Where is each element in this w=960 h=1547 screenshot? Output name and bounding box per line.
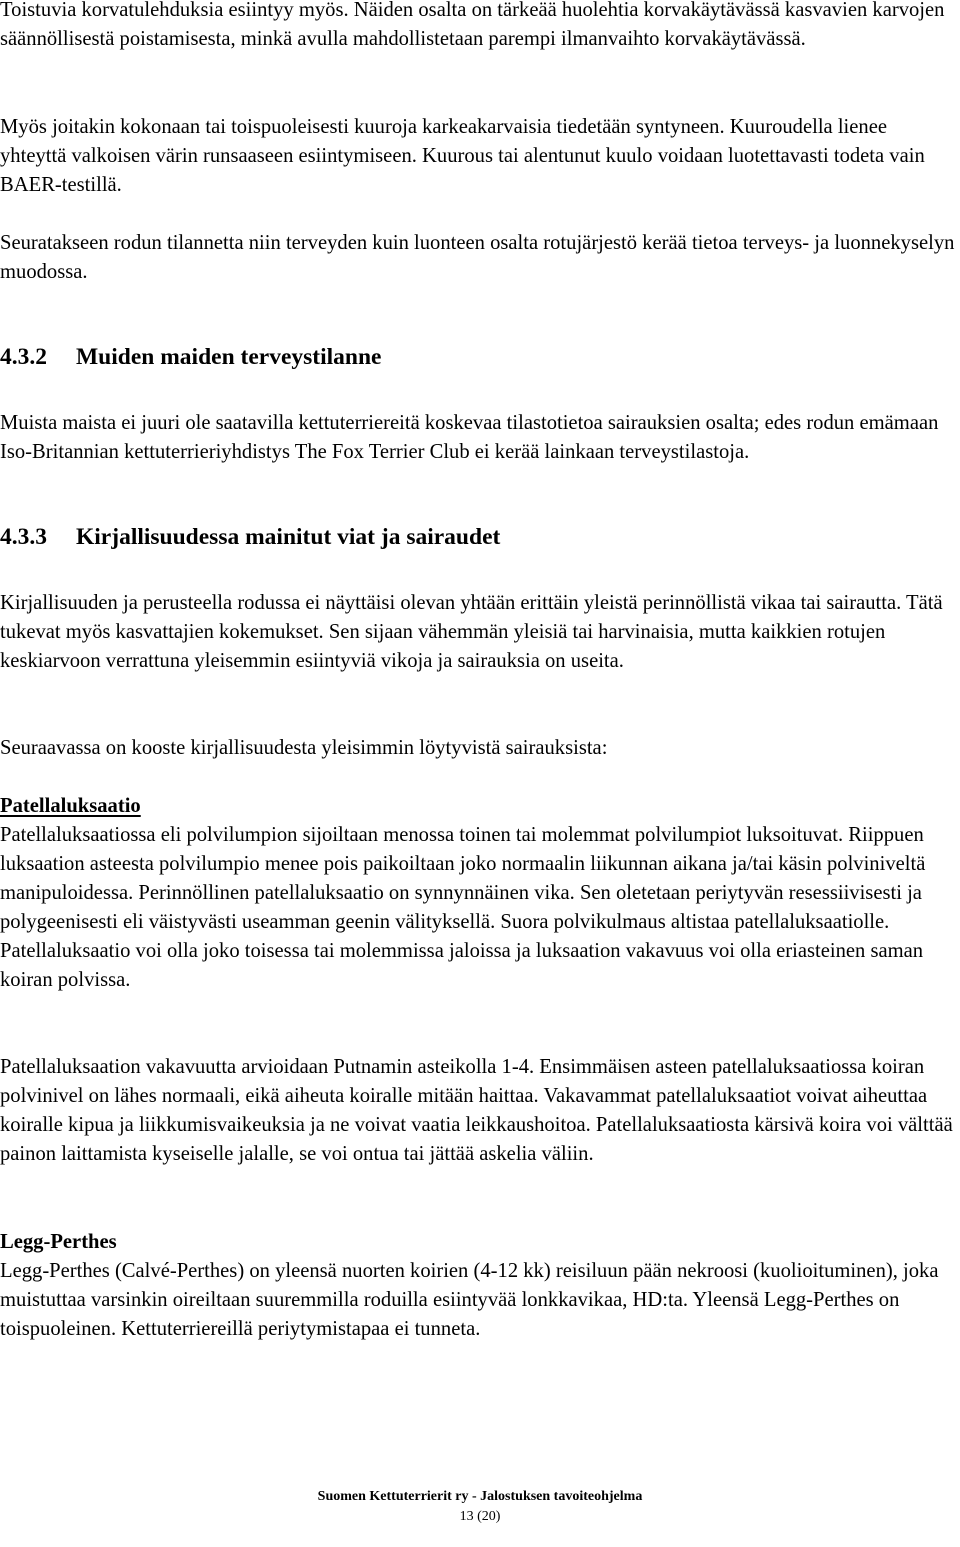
section-number: 4.3.3 bbox=[0, 524, 47, 550]
subheading-patellaluksaatio: Patellaluksaatio bbox=[0, 795, 141, 817]
section-title: Muiden maiden terveystilanne bbox=[76, 344, 382, 370]
section-heading-4-3-3 bbox=[0, 523, 500, 552]
paragraph-ear-infections: Toistuvia korvatulehduksia esiintyy myös. Näiden osalta on tärkeää huolehtia korvakäytävässä kasvavien karvojen säännöllisestä poistamisesta, minkä avulla mahdollistetaan parempi ilmanvaihto korvakäytävässä. bbox=[0, 0, 945, 50]
paragraph-other-countries: Muista maista ei juuri ole saatavilla kettuterriereitä koskevaa tilastotietoa sairauksien osalta; edes rodun emämaan Iso-Britannian kettuterrieriyhdistys The Fox Terrier Club ei kerää lainkaan terveystilastoja. bbox=[0, 412, 939, 463]
section-heading-4-3-2 bbox=[0, 343, 382, 372]
subheading-legg-perthes: Legg-Perthes bbox=[0, 1231, 117, 1253]
paragraph-health-survey: Seuratakseen rodun tilannetta niin terveyden kuin luonteen osalta rotujärjestö kerää tietoa terveys- ja luonnekyselyn muodossa. bbox=[0, 232, 955, 283]
section-title: Kirjallisuudessa mainitut viat ja sairaudet bbox=[76, 524, 501, 550]
paragraph-deafness: Myös joitakin kokonaan tai toispuoleisesti kuuroja karkeakarvaisia tiedetään syntyneen. Kuuroudella lienee yhteyttä valkoisen värin runsaaseen esiintymiseen. Kuurous tai alentunut kuulo voidaan luotettavasti todeta vain BAER-testillä. bbox=[0, 116, 925, 196]
footer-title: Suomen Kettuterrierit ry - Jalostuksen tavoiteohjelma bbox=[317, 1489, 643, 1504]
paragraph-summary-intro: Seuraavassa on kooste kirjallisuudesta yleisimmin löytyvistä sairauksista: bbox=[0, 737, 608, 759]
section-number: 4.3.2 bbox=[0, 344, 47, 370]
paragraph-putnam-scale: Patellaluksaation vakavuutta arvioidaan Putnamin asteikolla 1-4. Ensimmäisen asteen patellaluksaatiossa koiran polvinivel on lähes normaali, eikä aiheuta koiralle mitään haittaa. Vakavammat patellaluksaatiot voivat aiheuttaa koiralle kipua ja liikkumisvaikeuksia ja ne voivat vaatia leikkaushoitoa. Patellaluksaatiosta kärsivä koira voi välttää painon laittamista kyseiselle jalalle, se voi ontua tai jättää askelia väliin. bbox=[0, 1056, 953, 1165]
patellaluksaatio-section bbox=[0, 792, 955, 995]
page-number: 13 (20) bbox=[459, 1509, 501, 1524]
paragraph-patellaluksaatio: Patellaluksaatiossa eli polvilumpion sijoiltaan menossa toinen tai molemmat polvilumpiot luksoituvat. Riippuen luksaation asteesta polvilumpio menee pois paikoiltaan joko normaalin liikunnan aikana ja/tai käsin polviniveltä manipuloidessa. Perinnöllinen patellaluksaatio on synnynnäinen vika. Sen oletetaan periytyvän resessiivisesti ja polygeenisesti eli väistyvästi useamman geenin välityksellä. Suora polvikulmaus altistaa patellaluksaatiolle. Patellaluksaatio voi olla joko toisessa tai molemmissa jaloissa ja luksaation vakavuus voi olla eriasteinen saman koiran polvissa. bbox=[0, 824, 926, 991]
legg-perthes-section bbox=[0, 1228, 955, 1344]
paragraph-legg-perthes: Legg-Perthes (Calvé-Perthes) on yleensä nuorten koirien (4-12 kk) reisiluun pään nekroosi (kuolioituminen), joka muistuttaa varsinkin oireiltaan suuremmilla roduilla esiintyvää lonkkavikaa, HD:ta. Yleensä Legg-Perthes on toispuoleinen. Kettuterriereillä periytymistapaa ei tunneta. bbox=[0, 1260, 939, 1340]
page-footer bbox=[0, 1487, 960, 1527]
paragraph-literature: Kirjallisuuden ja perusteella rodussa ei näyttäisi olevan yhtään erittäin yleistä perinnöllistä vikaa tai sairautta. Tätä tukevat myös kasvattajien kokemukset. Sen sijaan vähemmän yleisiä tai harvinaisia, mutta kaikkien rotujen keskiarvoon verrattuna yleisemmin esiintyviä vikoja ja sairauksia on useita. bbox=[0, 592, 943, 672]
